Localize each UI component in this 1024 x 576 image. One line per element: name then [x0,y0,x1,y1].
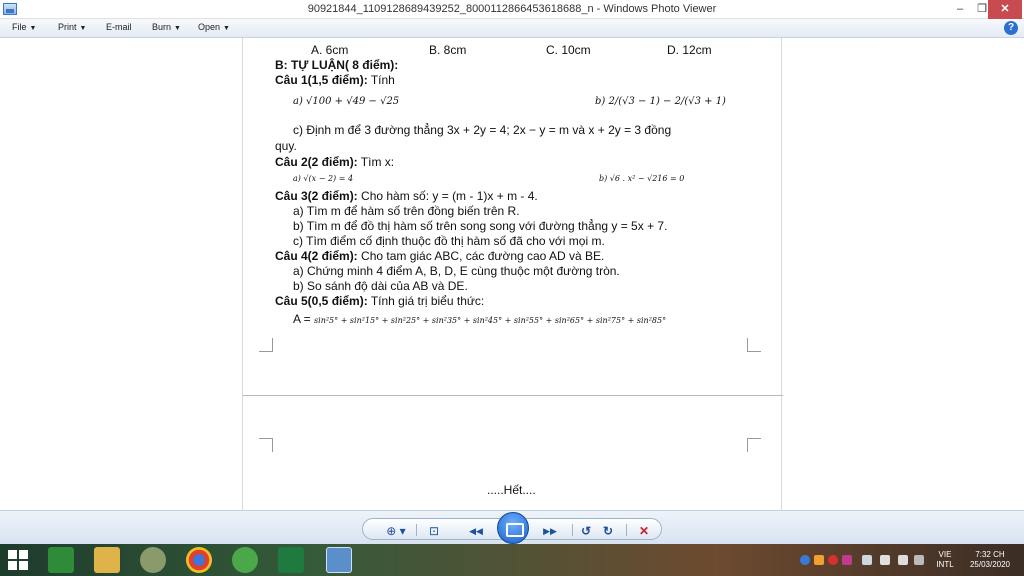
menu-bar [0,19,1024,38]
q4-part-a: a) Chứng minh 4 điểm A, B, D, E cùng thuộc một đường tròn. [293,264,620,278]
q5-expression [293,312,666,326]
excel-icon[interactable] [278,547,304,573]
paint-app-icon[interactable] [140,547,166,573]
question-5 [275,294,484,308]
q3-part-c: c) Tìm điểm cố định thuộc đồ thị hàm số đã cho với mọi m. [293,234,605,248]
menu-file-label: File [12,22,27,32]
question-2 [275,155,394,169]
menu-file[interactable] [12,22,36,32]
viewer-toolbar [0,510,1024,544]
close-button[interactable]: ✕ [988,0,1022,19]
q3-heading: Câu 3(2 điểm): [275,189,358,203]
page-break-line [243,395,783,396]
app-icon[interactable] [232,547,258,573]
menu-email-label: E-mail [106,22,132,32]
end-text: .....Hết.... [487,483,536,497]
delete-icon[interactable]: ✕ [638,524,650,538]
document-image [242,38,782,510]
q1-part-c-cont: quy. [275,139,297,153]
q3-part-a: a) Tìm m để hàm số trên đồng biến trên R. [293,204,520,218]
crop-mark [747,338,761,352]
toolbar-separator [626,524,627,536]
menu-open[interactable] [198,22,230,32]
toolbar-separator [572,524,573,536]
chevron-down-icon: ▼ [174,25,181,32]
chrome-icon[interactable] [186,547,212,573]
chevron-down-icon: ▼ [79,25,87,32]
q5-formula: sin²5° + sin²15° + sin²25° + sin²35° + sin²45° + sin²55° + sin²65° + sin²75° + sin²85° [314,316,667,325]
q1-part-c: c) Định m để 3 đường thẳng 3x + 2y = 4; 2x − y = m và x + 2y = 3 đồng [293,123,672,137]
crop-mark [259,438,273,452]
next-icon[interactable]: ▶▶ [543,526,557,536]
q3-text: Cho hàm số: y = (m - 1)x + m - 4. [357,189,538,203]
volume-icon[interactable] [880,555,890,565]
network-icon[interactable] [862,555,872,565]
photo-viewer-area [0,38,1024,510]
menu-burn-label: Burn [152,22,172,32]
start-pane [19,550,28,559]
battery-icon[interactable] [914,555,924,565]
tray-app-icon[interactable] [814,555,824,565]
start-pane [19,561,28,570]
q5-label: A = [293,312,315,326]
store-app-icon[interactable] [48,547,74,573]
window-title: 90921844_1109128689439252_8000112866453618688_n - Windows Photo Viewer [307,3,717,15]
slideshow-button[interactable] [497,512,529,544]
question-4 [275,249,604,263]
tray-app-icon[interactable] [800,555,810,565]
signal-icon[interactable] [898,555,908,565]
option-b: B. 8cm [429,43,467,57]
title-bar [0,0,1024,19]
clock-time: 7:32 CH [975,550,1005,559]
rotate-clockwise-icon[interactable]: ↻ [602,524,614,538]
q3-part-b: b) Tìm m để đồ thị hàm số trên song song với đường thẳng y = 5x + 7. [293,219,668,233]
menu-email[interactable] [106,22,132,32]
help-icon[interactable]: ? [1004,21,1018,35]
maximize-button[interactable]: ❐ [977,3,987,15]
q2-text: Tìm x: [357,155,395,169]
q1-part-a: a) √100 + √49 − √25 [293,96,400,107]
question-1 [275,73,395,87]
q1-heading: Câu 1(1,5 điểm): [275,73,368,87]
chevron-down-icon: ▼ [29,25,37,32]
photo-viewer-taskbar-icon[interactable] [326,547,352,573]
clock-date: 25/03/2020 [969,560,1011,569]
q1-text: Tính [367,73,395,87]
q2-part-b: b) √6 . x² − √216 = 0 [599,174,685,183]
start-pane [8,550,17,559]
rotate-counterclockwise-icon[interactable]: ↺ [580,524,592,538]
q1-part-b: b) 2/(√3 − 1) − 2/(√3 + 1) [595,96,726,107]
q4-text: Cho tam giác ABC, các đường cao AD và BE. [357,249,605,263]
chevron-down-icon: ▼ [223,25,230,32]
option-d: D. 12cm [667,43,712,57]
section-b-heading: B: TỰ LUẬN( 8 điểm): [275,58,399,72]
option-a: A. 6cm [311,43,349,57]
tray-app-icon[interactable] [842,555,852,565]
file-explorer-icon[interactable] [94,547,120,573]
question-3 [275,189,538,203]
q5-heading: Câu 5(0,5 điểm): [275,294,368,308]
fit-window-icon[interactable]: ⊡ [428,524,440,538]
q2-part-a: a) √(x − 2) = 4 [293,174,354,183]
taskbar [0,544,1024,576]
crop-mark [747,438,761,452]
menu-open-label: Open [198,22,221,32]
windows-start-icon[interactable] [8,550,28,570]
start-pane [8,561,17,570]
q5-text: Tính giá trị biểu thức: [367,294,485,308]
keyboard-layout-label: INTL [936,560,954,569]
tray-app-icon[interactable] [828,555,838,565]
menu-print[interactable] [58,22,86,32]
toolbar-separator [416,524,417,536]
option-c: C. 10cm [546,43,591,57]
q4-part-b: b) So sánh độ dài của AB và DE. [293,279,468,293]
previous-icon[interactable]: ◀◀ [469,526,483,536]
clock[interactable] [962,550,1018,570]
menu-burn[interactable] [152,22,181,32]
q2-heading: Câu 2(2 điểm): [275,155,358,169]
menu-print-label: Print [58,22,77,32]
language-label: VIE [938,550,952,559]
q4-heading: Câu 4(2 điểm): [275,249,358,263]
crop-mark [259,338,273,352]
zoom-icon[interactable]: ⊕ ▾ [386,524,406,538]
input-language[interactable] [933,550,957,570]
minimize-button[interactable]: – [956,3,964,15]
